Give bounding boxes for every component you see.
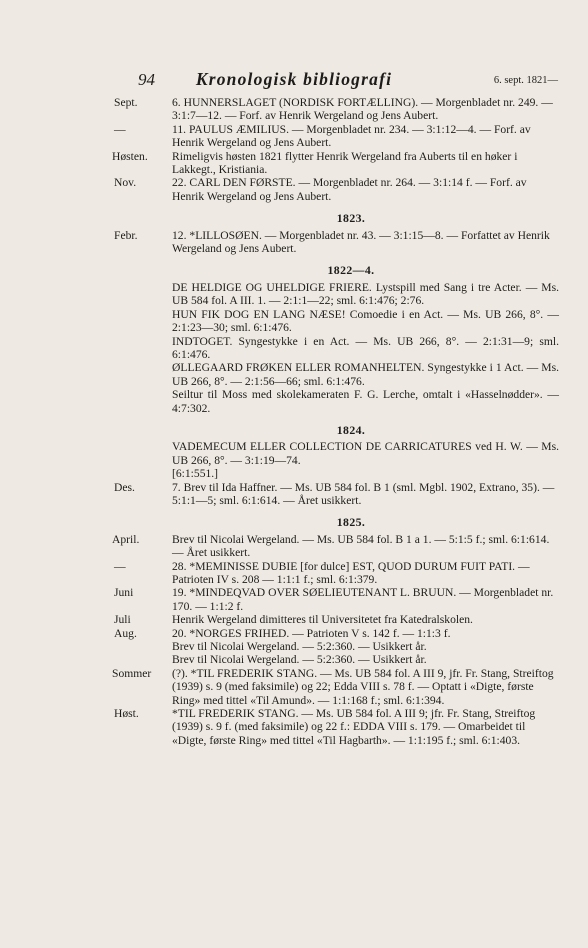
entry — [112, 532, 559, 560]
paragraph: [6:1:551.] — [172, 467, 219, 481]
entry-date: Juli — [114, 613, 131, 627]
entry-text: Rimeligvis høsten 1821 flytter Henrik Wergeland fra Auberts til en høker i Lakkegt., Kristiania. — [172, 149, 518, 177]
entry-date: — — [114, 122, 126, 136]
paragraph: HUN FIK DOG EN LANG NÆSE! Comoedie i en Act. — Ms. UB 266, 8°. — 2:1:23—30; sml. 6:1:476. — [172, 307, 559, 335]
paragraph: VADEMECUM ELLER COLLECTION DE CARRICATURES ved H. W. — Ms. UB 266, 8°. — 3:1:19—74. — [172, 440, 559, 467]
paragraph: Seiltur til Moss med skolekameraten F. G. Lerche, omtalt i «Hasselnødder». — 4:7:302. — [172, 388, 559, 415]
paragraph: DE HELDIGE OG UHELDIGE FRIERE. Lystspill med Sang i tre Acter. — Ms. UB 584 fol. A III. 1. — 2:1:1—22; sml. 6:1:476; 2:76. — [172, 280, 559, 308]
entry-text: (?). *TIL FREDERIK STANG. — Ms. UB 584 fol. A III 9, jfr. Fr. Stang, Streiftog (1939) s. 9 (med faksimile) og 22; Edda VIII s. 78 f. — Optatt i «Digte, første Ring» med tittel «Til Amund». — 1:1:168 f.; sml. 6:1:394. — [172, 666, 554, 707]
header-date-range: 6. sept. 1821— — [493, 75, 558, 86]
entry-text: Brev til Nicolai Wergeland. — 5:2:360. — Usikkert år. — [172, 653, 427, 667]
entry-date: Juni — [114, 586, 134, 600]
entry — [143, 640, 559, 653]
entry-text: Brev til Nicolai Wergeland. — 5:2:360. — Usikkert år. — [172, 640, 427, 654]
entry — [114, 559, 559, 587]
entry — [112, 149, 559, 177]
year-heading-1824: 1824. — [336, 422, 366, 437]
entry-text: Henrik Wergeland dimitteres til Universitetet fra Katedralskolen. — [172, 613, 473, 627]
entry-date: Aug. — [114, 626, 137, 640]
entry-date: Febr. — [114, 228, 138, 242]
entry-text: Brev til Nicolai Wergeland. — Ms. UB 584 fol. B 1 a 1. — 5:1:5 f.; sml. 6:1:614. — Året usikkert. — [172, 532, 550, 560]
entry-date: Høst. — [114, 707, 139, 721]
entry-date: — — [114, 559, 126, 573]
entry — [114, 228, 559, 256]
entry-text: 20. *NORGES FRIHED. — Patrioten V s. 142 f. — 1:1:3 f. — [172, 626, 451, 640]
entry — [112, 666, 559, 707]
entry-text: 6. HUNNERSLAGET (NORDISK FORTÆLLING). — Morgenbladet nr. 249. — 3:1:7—12. — Forf. av Henrik Wergeland og Jens Aubert. — [172, 96, 553, 123]
entry — [114, 626, 559, 640]
entry-date: Sept. — [114, 96, 138, 109]
entries-1821 — [112, 96, 559, 203]
paragraph: INDTOGET. Syngestykke i en Act. — Ms. UB 266, 8°. — 2:1:31—9; sml. 6:1:476. — [172, 334, 559, 361]
entry — [114, 707, 559, 747]
entry-date: Nov. — [114, 176, 137, 190]
entry — [114, 176, 559, 203]
entry — [143, 653, 559, 666]
running-title: Kronologisk bibliografi — [195, 69, 393, 89]
entry-text: *TIL FREDERIK STANG. — Ms. UB 584 fol. A III 9; jfr. Fr. Stang, Streiftog (1939) s. 9 f. (med faksimile) og 22 f.: EDDA VIII s. 179. — Omarbeidet til «Digte, første Ring» med tittel «Til Hagbarth». — 1:1:195 f.; sml. 6:1:403. — [172, 707, 536, 747]
entry — [114, 122, 559, 150]
year-heading-1825: 1825. — [336, 515, 366, 530]
entry-text: 7. Brev til Ida Haffner. — Ms. UB 584 fol. B 1 (sml. Mgbl. 1902, Extrano, 35). — 5:1:1—5; sml. 6:1:614. — Året usikkert. — [172, 480, 555, 507]
entry-date: Des. — [114, 480, 135, 494]
entry-text: 22. CARL DEN FØRSTE. — Morgenbladet nr. 264. — 3:1:14 f. — Forf. av Henrik Wergeland og Jens Aubert. — [172, 176, 527, 203]
entry — [114, 586, 559, 613]
entry-date: Sommer — [112, 666, 152, 680]
entry-text: 28. *MEMINISSE DUBIE [for dulce] EST, QUOD DURUM FUIT PATI. — Patrioten IV s. 208 — 1:1:1 f.; sml. 6:1:379. — [172, 559, 530, 586]
bibliography-body — [112, 96, 559, 747]
year-heading-1823: 1823. — [336, 211, 366, 226]
entry-date: Høsten. — [112, 149, 148, 163]
year-heading-1822-4: 1822—4. — [327, 263, 375, 278]
paragraph: ØLLEGAARD FRØKEN ELLER ROMANHELTEN. Syngestykke i 1 Act. — Ms. UB 266, 8°. — 2:1:56—66; sml. 6:1:476. — [172, 361, 559, 388]
page-number: 94 — [138, 70, 155, 89]
entry — [114, 96, 559, 123]
entry — [114, 613, 559, 627]
entry-text: 12. *LILLOSØEN. — Morgenbladet nr. 43. — 3:1:15—8. — Forfattet av Henrik Wergeland og Jens Aubert. — [172, 228, 550, 256]
entry-date: April. — [112, 532, 140, 546]
entry-text: 11. PAULUS ÆMILIUS. — Morgenbladet nr. 234. — 3:1:12—4. — Forf. av Henrik Wergeland og Jens Aubert. — [172, 122, 531, 150]
entry — [114, 480, 559, 508]
entry-text: 19. *MINDEQVAD OVER SØELIEUTENANT L. BRUUN. — Morgenbladet nr. 170. — 1:1:2 f. — [172, 586, 554, 613]
running-header — [0, 70, 588, 94]
